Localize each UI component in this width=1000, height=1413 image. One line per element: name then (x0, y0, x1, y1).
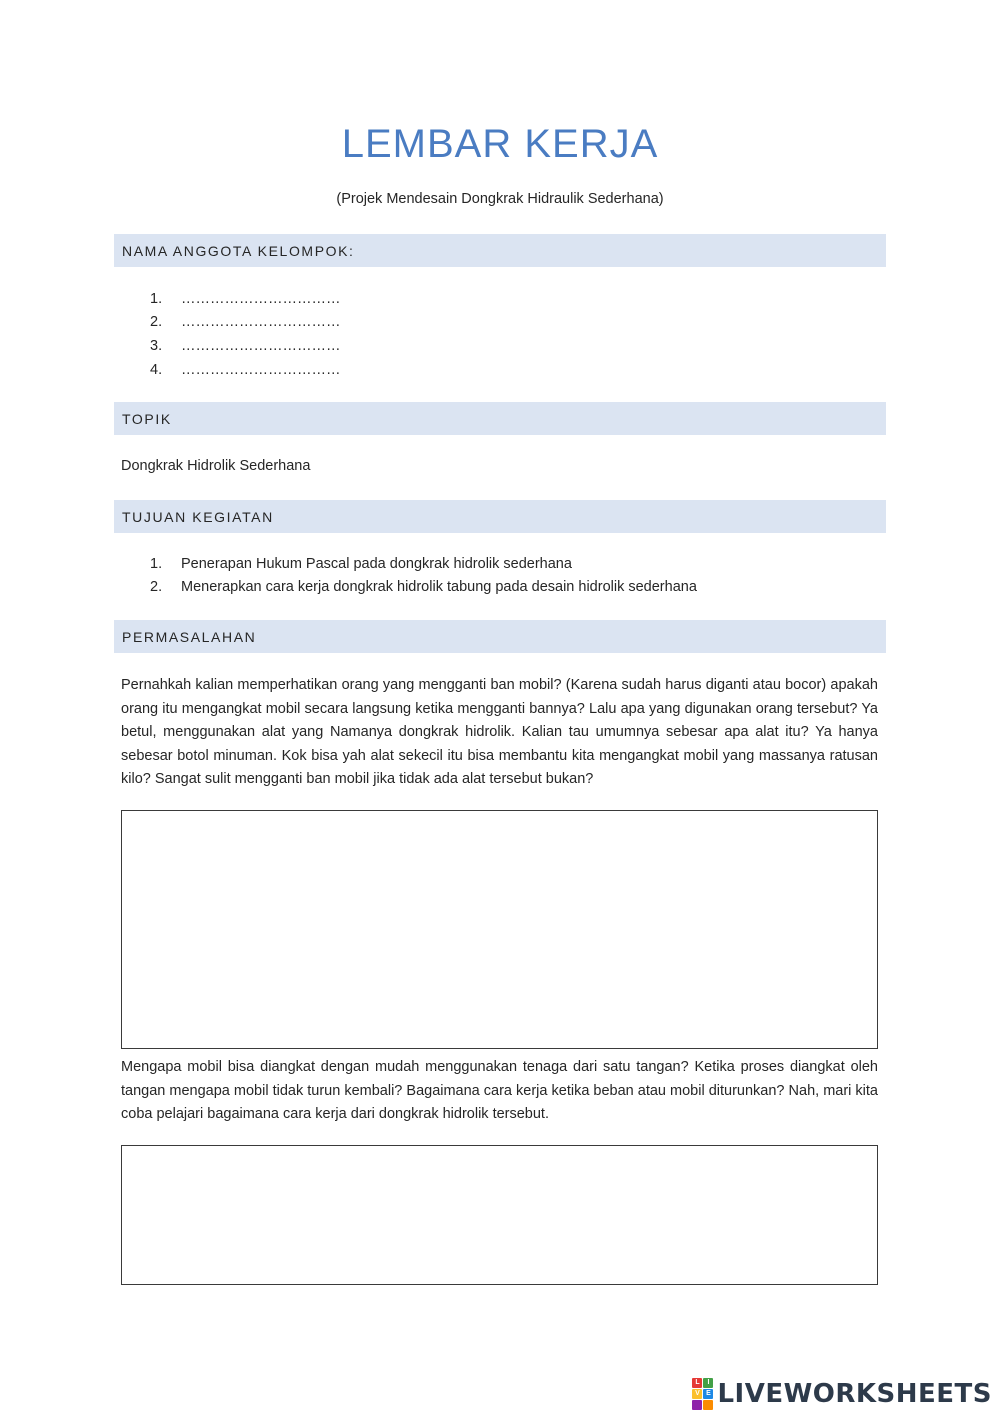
list-item: 2. Menerapkan cara kerja dongkrak hidrolik tabung pada desain hidrolik sederhana (150, 579, 697, 596)
member-blank[interactable]: …………………………… (181, 361, 341, 378)
member-blank[interactable]: …………………………… (181, 337, 341, 354)
problem-section-header: PERMASALAHAN (114, 620, 886, 653)
problem-paragraph-1: Pernahkah kalian memperhatikan orang yang mengganti ban mobil? (Karena sudah harus diganti atau bocor) apakah orang itu mengangkat mobil secara langsung ketika mengganti bannya? Lalu apa yang digunakan orang tersebut? Ya betul, menggunakan alat yang Namanya dongkrak hidrolik. Kalian tau umumnya sebesar apa alat itu? Ya hanya sebesar botol minuman. Kok bisa yah alat sekecil itu bisa membantu kita mengangkat mobil yang massanya ratusan kilo? Sangat sulit mengganti ban mobil jika tidak ada alat tersebut bukan? (121, 677, 878, 788)
page-title: LEMBAR KERJA (341, 122, 659, 166)
member-blank[interactable]: …………………………… (181, 314, 341, 331)
member-blank[interactable]: …………………………… (181, 290, 341, 307)
brand-text: LIVEWORKSHEETS (717, 1379, 992, 1409)
problem-paragraph-2: Mengapa mobil bisa diangkat dengan mudah menggunakan tenaga dari satu tangan? Ketika proses diangkat oleh tangan mengapa mobil tidak turun kembali? Bagaimana cara kerja ketika beban atau mobil diturunkan? Nah, mari kita coba pelajari bagaimana cara kerja dari dongkrak hidrolik tersebut. (121, 1059, 878, 1123)
members-section-header: NAMA ANGGOTA KELOMPOK: (114, 234, 886, 267)
list-item: 2. …………………………… (150, 314, 341, 331)
list-item: 3. …………………………… (150, 337, 341, 354)
members-list (150, 287, 341, 381)
page-subtitle: (Projek Mendesain Dongkrak Hidraulik Sederhana) (336, 191, 664, 207)
goals-list (150, 552, 697, 599)
list-item: 1. Penerapan Hukum Pascal pada dongkrak hidrolik sederhana (150, 555, 572, 572)
liveworksheets-brand (692, 1378, 992, 1410)
list-item: 4. …………………………… (150, 361, 341, 378)
list-item: 1. …………………………… (150, 290, 341, 307)
topic-text: Dongkrak Hidrolik Sederhana (121, 458, 311, 474)
topic-section-header: TOPIK (114, 402, 886, 435)
goals-section-header: TUJUAN KEGIATAN (114, 500, 886, 533)
liveworksheets-logo-icon: L I V E (692, 1378, 713, 1410)
answer-box-1[interactable] (121, 810, 878, 1049)
answer-box-2[interactable] (121, 1145, 878, 1285)
